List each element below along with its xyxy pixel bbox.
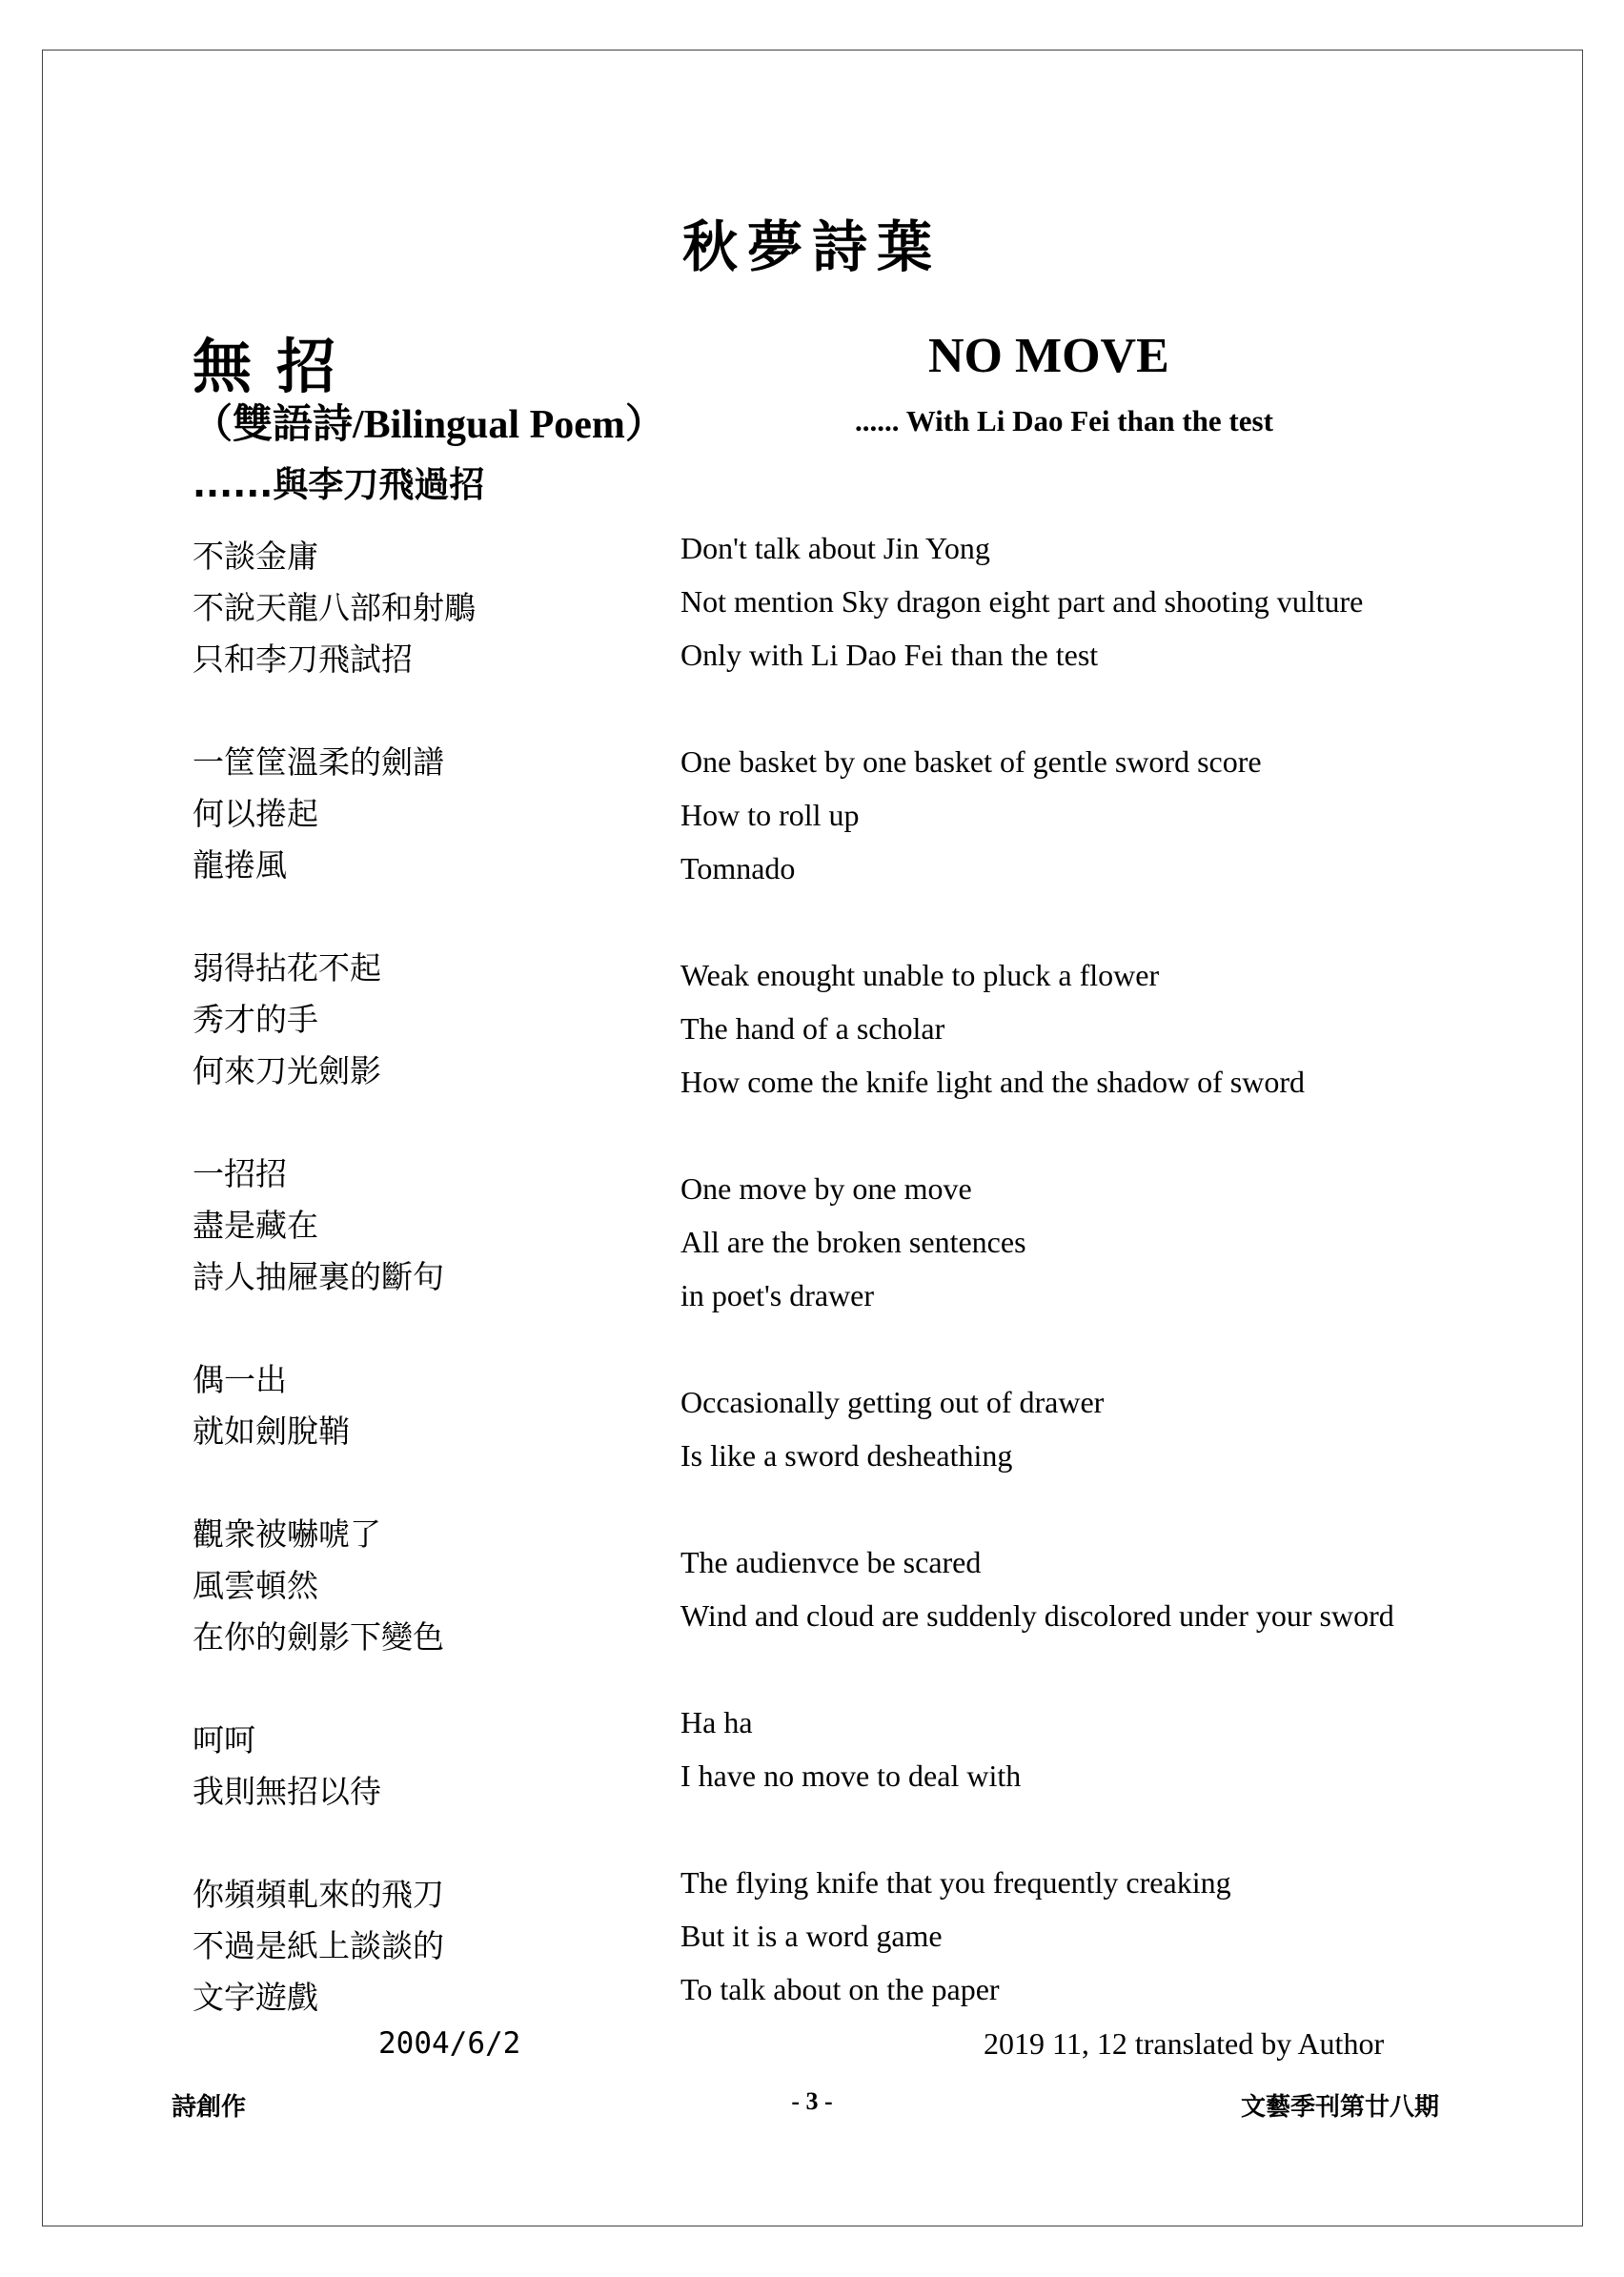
english-line: Occasionally getting out of drawer [680,1385,1105,1419]
english-line: Weak enought unable to pluck a flower [680,958,1160,992]
chinese-line: 觀衆被嚇唬了 [193,1515,381,1553]
english-line: The hand of a scholar [680,1011,945,1046]
chinese-line: 我則無招以待 [193,1773,381,1810]
english-line: The flying knife that you frequently creaking [680,1865,1231,1900]
chinese-line: 呵呵 [193,1721,255,1759]
chinese-line: 文字遊戲 [193,1979,318,2016]
english-line: But it is a word game [680,1919,943,1953]
english-line: in poet's drawer [680,1278,875,1312]
chinese-line: 秀才的手 [193,1001,318,1038]
english-line: How to roll up [680,798,860,832]
english-line: Is like a sword desheathing [680,1438,1013,1473]
chinese-line: 龍捲風 [193,846,287,884]
page-number: - 3 - [791,2087,833,2115]
english-line: Tomnado [680,851,796,885]
chinese-line: 偶一出 [193,1361,287,1398]
chinese-line: 一招招 [193,1155,287,1192]
poem-title-english: NO MOVE [928,329,1169,383]
poem-subtitle-chinese: （雙語詩/Bilingual Poem） [193,403,665,447]
english-line: Don't talk about Jin Yong [680,531,990,565]
english-line: Wind and cloud are suddenly discolored under your sword [680,1598,1394,1633]
english-line: Ha ha [680,1705,753,1739]
poem-dedication-chinese: ......與李刀飛過招 [193,464,485,505]
english-line: The audienvce be scared [680,1545,982,1579]
chinese-line: 就如劍脫鞘 [193,1413,350,1450]
column-title: 秋夢詩葉 [681,214,942,279]
footer-publication: 文藝季刊第廿八期 [1241,2093,1440,2122]
chinese-line: 不說天龍八部和射鵰 [193,589,476,626]
chinese-line: 在你的劍影下變色 [193,1618,444,1656]
poem-subtitle-english: ...... With Li Dao Fei than the test [855,404,1273,437]
chinese-line: 不談金庸 [193,538,318,575]
english-line: All are the broken sentences [680,1225,1026,1259]
chinese-line: 一筐筐溫柔的劍譜 [193,743,444,781]
english-line: One basket by one basket of gentle sword score [680,744,1262,779]
chinese-line: 只和李刀飛試招 [193,640,413,678]
footer-section-name: 詩創作 [172,2093,247,2122]
chinese-line: 風雲頓然 [193,1567,318,1604]
chinese-line: 盡是藏在 [193,1207,318,1244]
translation-credit: 2019 11, 12 translated by Author [984,2026,1385,2061]
english-line: To talk about on the paper [680,1972,1000,2006]
english-line: How come the knife light and the shadow of sword [680,1065,1305,1099]
chinese-date: 2004/6/2 [378,2026,521,2061]
chinese-line: 何以捲起 [193,795,318,832]
chinese-line: 詩人抽屜裏的斷句 [193,1258,444,1295]
chinese-line: 弱得拈花不起 [193,949,381,986]
english-line: One move by one move [680,1171,972,1206]
english-line: I have no move to deal with [680,1759,1022,1793]
chinese-line: 你頻頻軋來的飛刀 [193,1876,444,1913]
poem-title-chinese: 無招 [193,332,361,401]
chinese-line: 何來刀光劍影 [193,1052,381,1089]
chinese-line: 不過是紙上談談的 [193,1927,444,1964]
english-line: Only with Li Dao Fei than the test [680,638,1099,672]
english-line: Not mention Sky dragon eight part and shooting vulture [680,584,1364,619]
